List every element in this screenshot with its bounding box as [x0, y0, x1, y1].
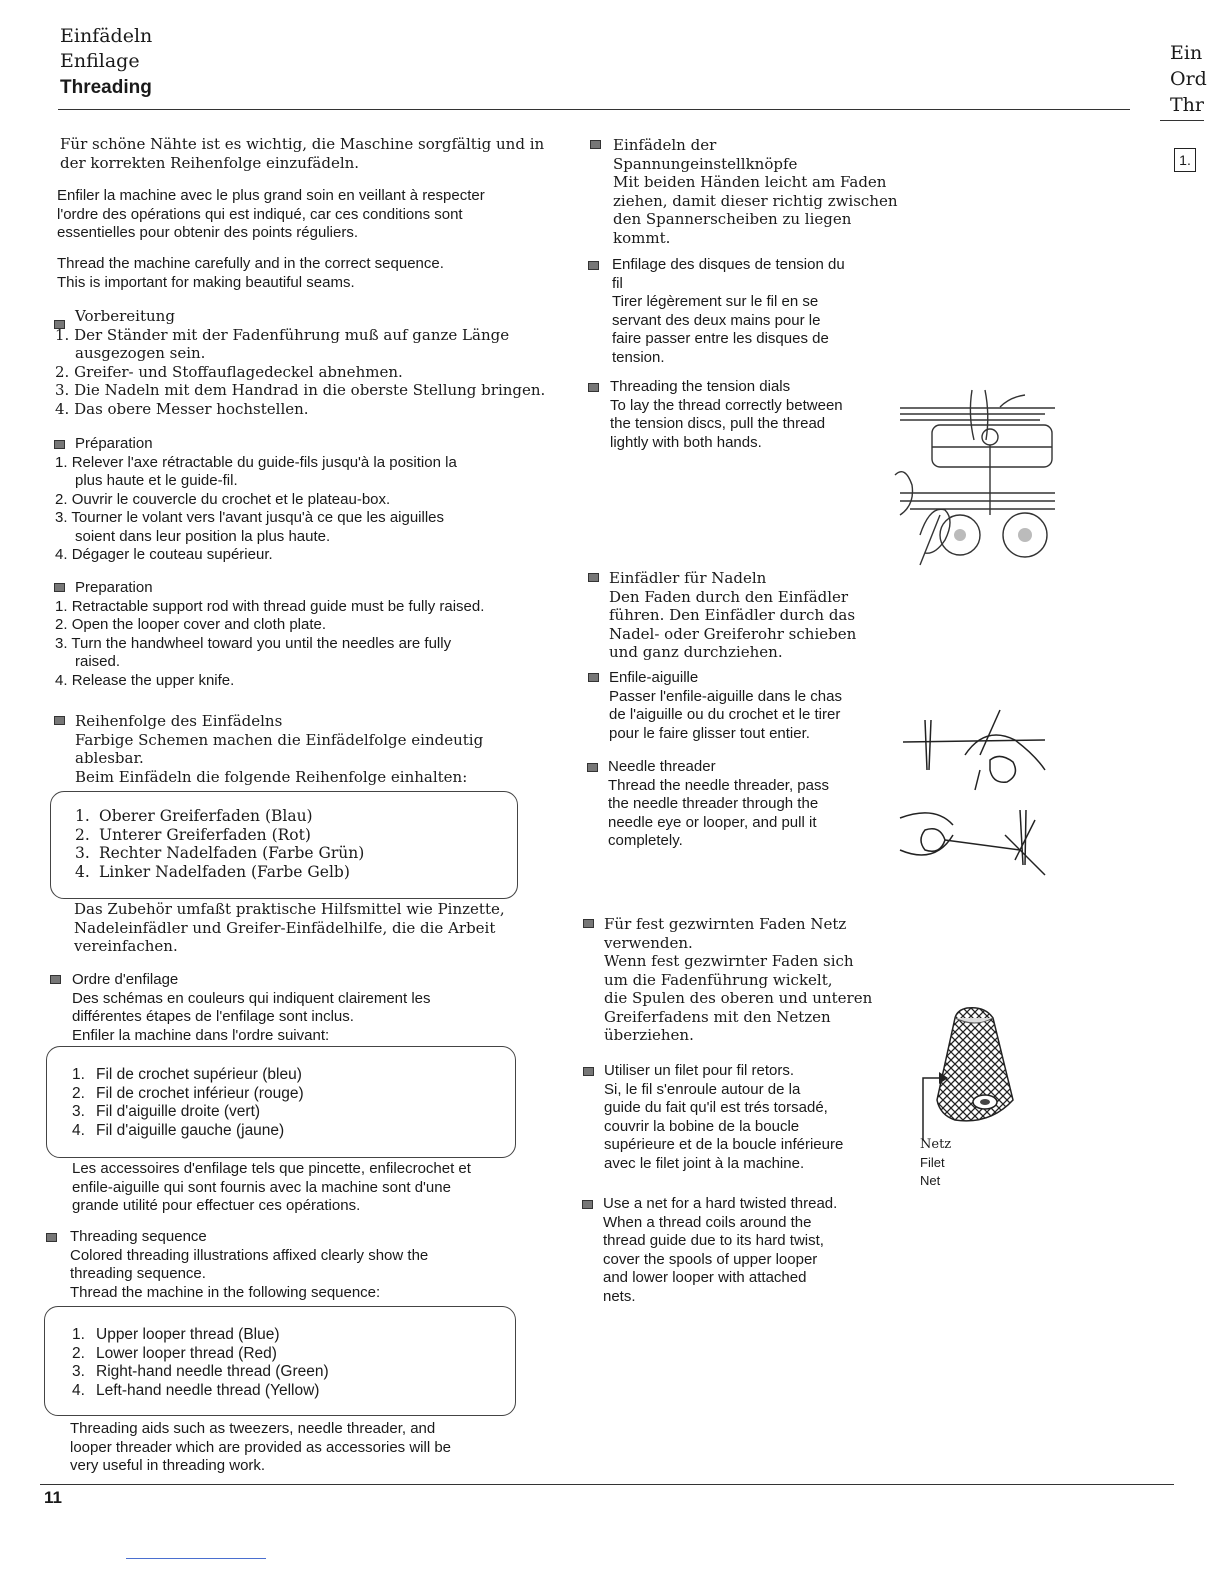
tension-german-heading: Einfädeln der — [613, 136, 717, 154]
list-item: 1. Upper looper thread (Blue) — [72, 1326, 280, 1343]
sequence-french-list — [72, 1066, 304, 1140]
accessories-english: Threading aids such as tweezers, needle threader, and looper threader which are provided as accessories will be very useful in threading work. — [70, 1420, 452, 1474]
intro-french: Enfiler la machine avec le plus grand soin en veillant à respecter l'ordre des opérations qui est indiqué, car ces conditions sont essentielles pour obtenir des points réguliers. — [57, 187, 485, 241]
list-item: 3. Tourner le volant vers l'avant jusqu'à ce que les aiguilles — [55, 509, 445, 526]
list-item: 3. Fil d'aiguille droite (vert) — [72, 1103, 261, 1120]
tension-french: Enfilage des disques de tension du fil Tirer légèrement sur le fil en se servant des deux mains pour le faire passer entre les disques de tension. — [592, 256, 845, 367]
tension-english: Threading the tension dials To lay the thread correctly between the tension discs, pull the thread lightly with both hands. — [590, 378, 843, 452]
list-item: 1. Oberer Greiferfaden (Blau) — [75, 807, 313, 825]
title-french: Enfilage — [60, 50, 140, 72]
net-labels — [920, 1136, 951, 1190]
prep-french-heading: Préparation — [75, 435, 153, 452]
threader-french: Enfile-aiguille Passer l'enfile-aiguille dans le chas de l'aiguille ou du crochet et le tirer pour le faire glisser tout entier. — [589, 669, 842, 743]
list-item: 3. Rechter Nadelfaden (Farbe Grün) — [75, 844, 365, 862]
intro-german: Für schöne Nähte ist es wichtig, die Maschine sorgfältig und in der korrekten Reihenfolge einzufädeln. — [60, 135, 545, 172]
net-french: Utiliser un filet pour fil retors. Si, le fil s'enroule autour de la guide du fait qu'il est trés torsadé, couvrir la bobine de la boucle supérieure et de la boucle inférieure avec le filet joint à la machine. — [584, 1062, 843, 1173]
tension-german: Einfädeln der Spannungeinstellknöpfe Mit beiden Händen leicht am Faden ziehen, damit dieser richtig zwischen den Spannerscheiben zu liegen kommt. — [593, 136, 898, 247]
list-item: 3. Turn the handwheel toward you until the needles are fully — [55, 634, 452, 652]
side-tab-line: Ord — [1170, 68, 1207, 90]
accessories-french: Les accessoires d'enfilage tels que pincette, enfilecrochet et enfile-aiguille qui sont fournis avec la machine sont d'une grande utilité pour effectuer ces opérations. — [72, 1160, 471, 1214]
header-rule — [58, 109, 1130, 110]
list-item: 4. Linker Nadelfaden (Farbe Gelb) — [75, 862, 350, 881]
sequence-english: Threading sequence Colored threading illustrations affixed clearly show the threading sequence. Thread the machine in the following sequence: — [50, 1228, 428, 1302]
list-item: 2. Ouvrir le couvercle du crochet et le plateau-box. — [55, 490, 391, 508]
list-item: 2. Unterer Greiferfaden (Rot) — [75, 825, 311, 844]
net-french-heading: Utiliser un filet pour fil retors. — [604, 1062, 795, 1079]
list-item: 2. Lower looper thread (Red) — [72, 1344, 277, 1362]
side-tab-line: Ein — [1170, 42, 1203, 64]
threader-english-heading: Needle threader — [608, 758, 716, 775]
prep-german-heading: Vorbereitung — [75, 307, 175, 325]
footer-rule — [40, 1484, 1174, 1485]
tension-dial-illustration — [890, 385, 1070, 570]
sequence-german-heading: Reihenfolge des Einfädelns — [75, 712, 283, 730]
sequence-english-list — [72, 1326, 329, 1400]
scan-line — [126, 1558, 266, 1559]
intro-english: Thread the machine carefully and in the correct sequence. This is important for making beautiful seams. — [57, 255, 444, 291]
sequence-english-heading: Threading sequence — [70, 1228, 207, 1245]
title-english: Threading — [60, 77, 152, 98]
side-tab — [1170, 40, 1207, 118]
thread-net-illustration — [915, 1000, 1025, 1140]
list-item: 2. Fil de crochet inférieur (rouge) — [72, 1084, 304, 1102]
sequence-french-heading: Ordre d'enfilage — [72, 971, 179, 988]
prep-english-heading: Preparation — [75, 579, 153, 596]
net-label: Net — [920, 1173, 941, 1188]
net-german-heading: Für fest gezwirnten Faden Netz — [604, 915, 847, 933]
prep-english: Preparation 1. Retractable support rod with thread guide must be fully raised. 2. Open the looper cover and cloth plate. 3. Turn the handwheel toward you until the needles are fully raised. 4. Release the upper knife. — [55, 579, 485, 689]
threader-german-heading: Einfädler für Nadeln — [609, 569, 767, 587]
list-item: 4. Release the upper knife. — [55, 671, 235, 689]
list-item: 2. Open the looper cover and cloth plate. — [55, 616, 327, 633]
sequence-german: Reihenfolge des Einfädelns Farbige Schemen machen die Einfädelfolge eindeutig ablesbar. Beim Einfädeln die folgende Reihenfolge einhalten: — [55, 712, 483, 786]
threader-french-heading: Enfile-aiguille — [609, 669, 699, 686]
accessories-german: Das Zubehör umfaßt praktische Hilfsmittel wie Pinzette, Nadeleinfädler und Greifer-Einfädelhilfe, die die Arbeit vereinfachen. — [74, 900, 505, 955]
list-item: 1. Relever l'axe rétractable du guide-fils jusqu'à la position la — [55, 453, 457, 471]
net-label: Netz — [920, 1137, 952, 1152]
net-english-heading: Use a net for a hard twisted thread. — [603, 1195, 838, 1212]
page-number: 11 — [44, 1488, 62, 1507]
threader-german: Einfädler für Nadeln Den Faden durch den Einfädler führen. Den Einfädler durch das Nadel- oder Greiferohr schieben und ganz durchziehen. — [589, 569, 856, 662]
list-item: 4. Dégager le couteau supérieur. — [55, 546, 273, 563]
list-item: 3. Right-hand needle thread (Green) — [72, 1363, 329, 1380]
list-item: 3. Die Nadeln mit dem Handrad in die oberste Stellung bringen. — [55, 381, 546, 399]
net-label: Filet — [920, 1155, 945, 1170]
tension-french-heading: Enfilage des disques de tension du — [612, 256, 845, 273]
side-tab-line: Thr — [1170, 94, 1204, 116]
list-item: 1. Der Ständer mit der Fadenführung muß auf ganze Länge — [55, 325, 510, 344]
side-tab-rule — [1160, 120, 1204, 121]
list-item: 1. Retractable support rod with thread guide must be fully raised. — [55, 597, 485, 615]
list-item: 4. Das obere Messer hochstellen. — [55, 399, 309, 418]
list-item: 4. Fil d'aiguille gauche (jaune) — [72, 1121, 285, 1139]
threader-english: Needle threader Thread the needle threader, pass the needle threader through the needle eye or looper, and pull it completely. — [588, 758, 829, 851]
title-german: Einfädeln — [60, 25, 153, 47]
needle-threader-illustration — [895, 700, 1065, 880]
tension-english-heading: Threading the tension dials — [610, 378, 791, 395]
net-german: Für fest gezwirnten Faden Netz verwenden. Wenn fest gezwirnter Faden sich um die Fadenführung wickelt, die Spulen des oberen und unteren Greiferfadens mit den Netzen überziehen. — [584, 915, 872, 1045]
net-english: Use a net for a hard twisted thread. When a thread coils around the thread guide due to its hard twist, cover the spools of upper looper and lower looper with attached nets. — [583, 1195, 837, 1306]
prep-french: Préparation 1. Relever l'axe rétractable du guide-fils jusqu'à la position la plus haute et le guide-fil. 2. Ouvrir le couvercle du crochet et le plateau-box. 3. Tourner le volant vers l'avant jusqu'à ce que les aiguilles soient dans leur position la plus haute. 4. Dégager le couteau supérieur. — [55, 435, 457, 563]
section-badge: 1. — [1174, 148, 1196, 172]
list-item: 2. Greifer- und Stoffauflagedeckel abnehmen. — [55, 362, 403, 381]
sequence-german-list — [75, 807, 364, 881]
sequence-french: Ordre d'enfilage Des schémas en couleurs qui indiquent clairement les différentes étapes de l'enfilage sont inclus. Enfiler la machine dans l'ordre suivant: — [52, 971, 431, 1045]
list-item: 4. Left-hand needle thread (Yellow) — [72, 1381, 320, 1399]
prep-german: Vorbereitung 1. Der Ständer mit der Fadenführung muß auf ganze Länge ausgezogen sein. 2. Greifer- und Stoffauflagedeckel abnehmen. 3. Die Nadeln mit dem Handrad in die oberste Stellung bringen. 4. Das obere Messer hochstellen. — [55, 307, 546, 418]
list-item: 1. Fil de crochet supérieur (bleu) — [72, 1066, 302, 1083]
